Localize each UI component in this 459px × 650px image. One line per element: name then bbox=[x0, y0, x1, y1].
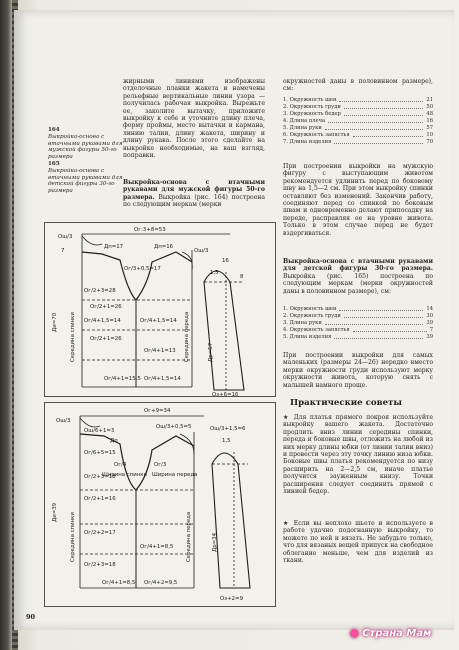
column-right-intro bbox=[283, 78, 433, 93]
caption-165-number: 165 bbox=[48, 160, 60, 167]
measurement-value: 7 bbox=[429, 327, 433, 333]
draft1-label-og3: Ог/3+0,5=17 bbox=[124, 266, 161, 272]
measurements-intro: окружностей даны в половинном размере), см: bbox=[283, 78, 433, 93]
column-left-text bbox=[123, 78, 265, 159]
leader-dots bbox=[344, 111, 424, 116]
draft1-label-seven: 7 bbox=[61, 248, 65, 254]
measurement-row bbox=[283, 97, 433, 104]
draft2-label-top: Ог+9=34 bbox=[144, 408, 171, 414]
tip-star-icon: ★ bbox=[283, 520, 294, 527]
draft2-label-og4d: Ог/4+2=9,5 bbox=[144, 580, 178, 586]
mens-measurements-table bbox=[283, 97, 433, 146]
draft1-label-og4e: Ог/4+1,5=14 bbox=[144, 376, 181, 382]
draft2-label-osh3c: Ош/3+1,5=6 bbox=[210, 426, 246, 432]
tip-two bbox=[283, 520, 433, 564]
tip-star-icon: ★ bbox=[283, 414, 294, 421]
child-measurements-table bbox=[283, 306, 433, 341]
child-pattern-block bbox=[283, 258, 433, 295]
measurement-row bbox=[283, 306, 433, 313]
watermark-text: Страна Мам bbox=[362, 628, 432, 639]
draft-back-neck bbox=[80, 418, 100, 427]
measurement-row bbox=[283, 139, 433, 146]
draft-back-neck bbox=[82, 236, 102, 245]
measurement-label: 5. Длина руки bbox=[283, 125, 322, 131]
measurement-value: 39 bbox=[426, 320, 433, 326]
measurement-value: 14 bbox=[426, 306, 433, 312]
draft2-label-front: Середина переда bbox=[186, 511, 192, 562]
measurement-value: 50 bbox=[426, 104, 433, 110]
measurement-label: 6. Окружность запястья bbox=[283, 132, 350, 138]
leader-dots bbox=[325, 320, 424, 325]
draft2-label-og6: Ог/6+5=15 bbox=[84, 450, 116, 456]
draft1-label-dp16: Дп=16 bbox=[154, 244, 174, 250]
draft1-label-osh3b: Ош/3 bbox=[194, 248, 209, 254]
draft2-label-dr: Др=34 bbox=[212, 532, 218, 552]
measurement-label: 3. Длина руки bbox=[283, 320, 322, 326]
draft2-label-og2c: Ог/2+2=17 bbox=[84, 530, 116, 536]
figure-captions bbox=[48, 127, 123, 195]
draft2-label-og4b: Ог/4+1=8,5 bbox=[102, 580, 136, 586]
draft-frame bbox=[45, 403, 276, 607]
measurement-label: 2. Окружность груди bbox=[283, 313, 341, 319]
draft1-label-osh3: Ош/3 bbox=[58, 234, 73, 240]
draft1-label-back: Середина спинки bbox=[70, 312, 76, 362]
leader-dots bbox=[344, 104, 424, 109]
draft2-label-wf: Ширина переда bbox=[152, 472, 198, 478]
measurement-value: 10 bbox=[426, 132, 433, 138]
draft2-label-osh6: Ош/6+1=3 bbox=[84, 428, 115, 434]
leader-dots bbox=[334, 334, 423, 339]
draft2-label-og2b: Ог/2+1=16 bbox=[84, 496, 116, 502]
draft1-label-og4b: Ог/4+1,5=14 bbox=[140, 318, 177, 324]
measurement-label: 2. Окружность груди bbox=[283, 104, 341, 110]
draft1-label-og4c: Ог/4+1=13 bbox=[144, 348, 176, 354]
page-number: 90 bbox=[26, 613, 36, 621]
mens-pattern-text: Выкройка (рис. 164) построена по следующим меркам (мерки bbox=[123, 193, 266, 209]
measurement-label: 4. Длина плеча bbox=[283, 118, 326, 124]
practical-tips-title: Практические советы bbox=[290, 398, 402, 408]
draft1-label-front: Середина переда bbox=[184, 311, 190, 362]
measurement-row bbox=[283, 334, 433, 341]
measurement-value: 48 bbox=[426, 111, 433, 117]
child-pattern-text: Выкройка (рис. 165) построена по следующим меркам (мерки окружностей даны в половинном размере), см: bbox=[283, 272, 433, 295]
leader-dots bbox=[339, 306, 423, 311]
draft1-label-dr: Др=57 bbox=[208, 342, 214, 362]
draft1-label-top: Ог:3+8=53 bbox=[134, 227, 166, 233]
tip-two-text: Если вы неплохо шьете и используете в работе удачно подогнанную выкройку, то можете по ней и вязать. Не забудьте только, что для вязаных вещей припуск на свободное облегание меньше, чем для изделий из ткани. bbox=[283, 520, 433, 565]
child-pattern-heading: Выкройка-основа с втачными рукавами для детской фигуры 30-го размера. bbox=[283, 258, 433, 273]
measurement-value: 39 bbox=[426, 334, 433, 340]
leader-dots bbox=[353, 327, 427, 332]
draft2-label-og2d: Ог/2+3=18 bbox=[84, 562, 116, 568]
draft2-label-og4: Ог/4 bbox=[114, 462, 127, 468]
measurement-label: 1. Окружность шеи bbox=[283, 306, 337, 312]
draft1-label-one-five: 1,5 bbox=[210, 270, 219, 276]
measurement-value: 21 bbox=[426, 97, 433, 103]
draft1-label-og2b: Ог/2+1=26 bbox=[90, 304, 122, 310]
tip-one-text: Для платья прямого покроя используйте выкройку вашего жакета. Достаточно продлить вниз линии середины спинки, переда и боковые швы, отложить на любой из них мерку длины юбки (от линии талии вниз) и провести через эту точку линию низа юбки. Боковые швы платья рекомендуется по низу расширить на 2—2,5 см, иначе платье получится зауженным книзу. Точки расширения следует соединить прямой с линией бедер. bbox=[283, 414, 433, 496]
draft2-label-og2: Ог/2+3=18 bbox=[84, 474, 116, 480]
measurement-row bbox=[283, 327, 433, 334]
small-sizes-text bbox=[283, 352, 433, 389]
measurement-row bbox=[283, 118, 433, 125]
draft2-label-back: Середина спинки bbox=[70, 512, 76, 562]
site-watermark-logo: ● Страна Мам bbox=[350, 628, 432, 639]
measurement-row bbox=[283, 320, 433, 327]
draft2-label-osh3: Ош/3 bbox=[56, 418, 71, 424]
measurement-row bbox=[283, 104, 433, 111]
column-left-heading-block bbox=[123, 179, 265, 209]
draft2-label-dp: Дп bbox=[110, 438, 118, 444]
leader-dots bbox=[328, 118, 423, 123]
draft2-label-one-five: 1,5 bbox=[222, 438, 231, 444]
draft2-label-wb: Ширина спинки bbox=[102, 472, 148, 478]
small-sizes-paragraph: При построении выкройки для самых маленьких (размеры 24—26) нередко вместо мерки окружности груди используют мерку окружности живота, которую снять с малышей намного проще. bbox=[283, 352, 433, 389]
belly-adjustment-paragraph: При построении выкройки на мужскую фигуру с выступающим животом рекомендуется удлинить перед по боковому шву на 1,5—2 см. При этом выкройку спинки оставляют без изменений. Закончив работу, соединяют перед со спинкой по боковым швам и одновременно делают припосадку на переде, расправляя ее на уровне живота. Только в этом случае перед не будет вздергиваться. bbox=[283, 163, 433, 237]
draft-sleeve bbox=[204, 271, 244, 390]
caption-164-text: Выкройка-основа с втачными рукавами для мужской фигуры 50-го размера bbox=[48, 133, 123, 161]
draft1-label-di: Ди=70 bbox=[52, 312, 58, 332]
mens-pattern-heading: Выкройка-основа с втачными рукавами для мужской фигуры 50-го размера. bbox=[123, 179, 265, 201]
draft1-label-og4d: Ог/4+1=15,5 bbox=[104, 376, 141, 382]
measurement-row bbox=[283, 132, 433, 139]
draft-sleeve bbox=[212, 453, 250, 588]
mens-pattern-draft bbox=[44, 222, 276, 397]
leader-dots bbox=[325, 125, 424, 130]
child-pattern-draft bbox=[44, 402, 276, 607]
measurement-row bbox=[283, 111, 433, 118]
measurement-value: 57 bbox=[426, 125, 433, 131]
leader-dots bbox=[339, 97, 423, 102]
draft2-label-oz: Оз+2=9 bbox=[220, 596, 244, 602]
measurement-row bbox=[283, 125, 433, 132]
caption-164-number: 164 bbox=[48, 127, 60, 133]
measurement-label: 5. Длина изделия bbox=[283, 334, 332, 340]
belly-adjustment-text bbox=[283, 163, 433, 237]
draft2-label-di: Ди=39 bbox=[52, 502, 58, 522]
measurement-label: 1. Окружность шеи bbox=[283, 97, 337, 103]
draft1-label-dp: Дп=17 bbox=[104, 244, 124, 250]
measurement-label: 4. Окружность запястья bbox=[283, 327, 350, 333]
draft1-label-eight: 8 bbox=[240, 274, 244, 280]
measurement-label: 7. Длина изделия bbox=[283, 139, 332, 145]
column-left-paragraph: жирными линиями изображены отделочные планки жакета и намечены рельефные вертикальные линии узора — получилась рабочая выкройка. Вырежьте ее, заколите вытачку, приложите выкройку к себе и уточните длину плеча, форму проймы, место вытачки и кармана, линию талии, длину жакета, ширину и длину рукава. После этого сделайте на выкройке необходимые, на ваш взгляд, поправки. bbox=[123, 78, 265, 160]
measurement-value: 30 bbox=[426, 313, 433, 319]
draft1-label-og4: Ог/4+1,5=14 bbox=[84, 318, 121, 324]
measurement-row bbox=[283, 313, 433, 320]
draft1-label-oz: Оз+6=16 bbox=[212, 392, 239, 397]
measurement-value: 70 bbox=[426, 139, 433, 145]
leader-dots bbox=[353, 132, 424, 137]
measurement-value: 16 bbox=[426, 118, 433, 124]
measurement-label: 3. Окружность бедер bbox=[283, 111, 341, 117]
draft2-label-osh3b: Ош/3+0,5=5 bbox=[156, 424, 192, 430]
draft2-label-og3: Ог/3 bbox=[154, 462, 167, 468]
draft1-label-sixteen: 16 bbox=[222, 258, 229, 264]
draft-front-neck bbox=[180, 434, 194, 454]
tip-one bbox=[283, 414, 433, 495]
draft-shoulder-armhole bbox=[80, 434, 194, 490]
draft1-label-og2c: Ог/2+1=26 bbox=[90, 336, 122, 342]
draft1-label-og2: Ог/2+3=28 bbox=[84, 288, 116, 294]
draft2-label-og4c: Ог/4+1=8,5 bbox=[140, 544, 174, 550]
caption-165-text: Выкройка-основа с втачными рукавами для детской фигуры 30-го размера bbox=[48, 167, 123, 195]
leader-dots bbox=[334, 139, 423, 144]
leader-dots bbox=[344, 313, 424, 318]
